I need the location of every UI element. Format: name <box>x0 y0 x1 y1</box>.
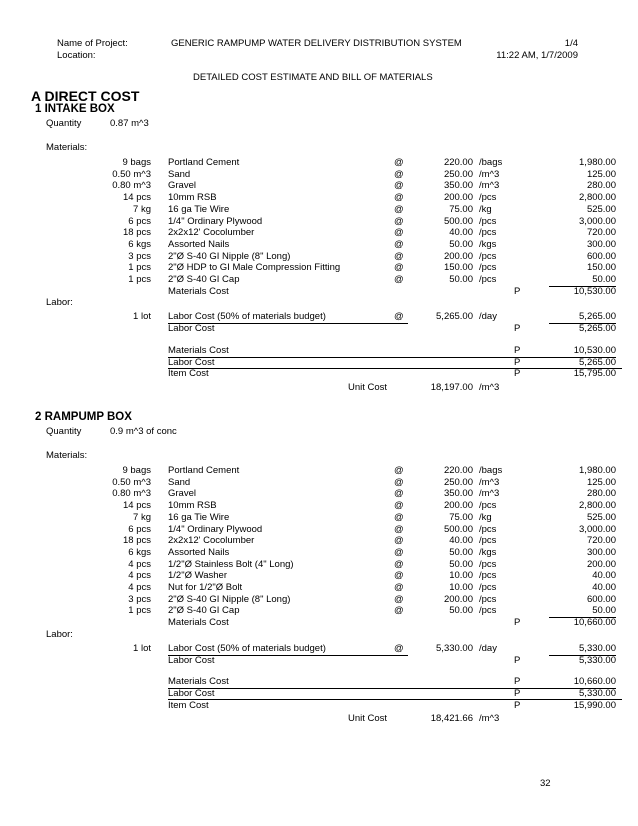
material-qty: 4 pcs <box>128 558 151 570</box>
labor-cost-currency: P <box>514 654 521 666</box>
material-description: 2"Ø S-40 GI Nipple (8" Long) <box>168 250 291 262</box>
material-amount: 280.00 <box>586 180 616 192</box>
material-description: Assorted Nails <box>168 546 230 558</box>
material-amount: 525.00 <box>586 511 616 523</box>
material-description: 16 ga Tie Wire <box>168 203 230 215</box>
material-at: @ <box>394 465 404 476</box>
materials-cost-amount: 10,530.00 <box>573 285 616 297</box>
location-label: Location: <box>57 50 96 61</box>
material-description: Portland Cement <box>168 157 240 168</box>
quantity-value: 0.87 m^3 <box>110 118 149 129</box>
material-amount: 150.00 <box>586 262 616 274</box>
material-amount: 40.00 <box>592 582 616 593</box>
material-qty: 14 pcs <box>123 192 151 204</box>
unit-cost-label: Unit Cost <box>348 381 388 393</box>
labor-label: Labor: <box>46 297 73 309</box>
material-description: 10mm RSB <box>168 500 217 512</box>
material-amount: 50.00 <box>592 274 616 285</box>
material-qty: 9 bags <box>122 465 151 476</box>
material-unit: /pcs <box>479 274 497 285</box>
material-description: Gravel <box>168 180 196 192</box>
material-unit: /pcs <box>479 192 497 204</box>
labor-unit: /day <box>479 311 497 323</box>
page-number: 32 <box>540 778 551 789</box>
material-amount: 525.00 <box>586 203 616 215</box>
material-at: @ <box>394 168 404 180</box>
material-description: 1/4" Ordinary Plywood <box>168 523 263 535</box>
material-qty: 6 kgs <box>128 238 151 250</box>
material-at: @ <box>394 570 404 582</box>
material-rate: 75.00 <box>449 511 473 523</box>
material-qty: 18 pcs <box>123 227 151 239</box>
material-qty: 3 pcs <box>128 593 151 605</box>
material-rate: 10.00 <box>449 570 473 582</box>
material-at: @ <box>394 523 404 535</box>
material-at: @ <box>394 274 404 285</box>
material-at: @ <box>394 605 404 617</box>
labor-unit: /day <box>479 642 497 654</box>
material-at: @ <box>394 558 404 570</box>
material-unit: /kgs <box>479 238 497 250</box>
material-rate: 250.00 <box>443 168 473 180</box>
material-at: @ <box>394 593 404 605</box>
material-at: @ <box>394 511 404 523</box>
material-qty: 7 kg <box>133 511 151 523</box>
material-qty: 1 pcs <box>128 262 151 274</box>
quantity-label: Quantity <box>46 426 82 437</box>
material-unit: /m^3 <box>479 180 500 192</box>
labor-rate: 5,330.00 <box>436 642 473 654</box>
material-qty: 0.80 m^3 <box>112 180 151 192</box>
material-qty: 14 pcs <box>123 500 151 512</box>
material-unit: /pcs <box>479 250 497 262</box>
material-qty: 6 pcs <box>128 523 151 535</box>
material-qty: 6 pcs <box>128 215 151 227</box>
material-description: 2"Ø HDP to GI Male Compression Fitting <box>168 262 341 274</box>
labor-cost-currency: P <box>514 323 521 335</box>
labor-cost-amount: 5,265.00 <box>579 323 616 335</box>
material-unit: /pcs <box>479 500 497 512</box>
summary-amount: 5,330.00 <box>579 687 616 699</box>
material-unit: /pcs <box>479 593 497 605</box>
page-fraction: 1/4 <box>564 38 578 49</box>
material-description: 2x2x12' Cocolumber <box>168 535 255 547</box>
material-rate: 350.00 <box>443 488 473 500</box>
material-amount: 720.00 <box>586 535 616 547</box>
summary-amount: 10,530.00 <box>573 344 616 356</box>
material-qty: 3 pcs <box>128 250 151 262</box>
project-name: GENERIC RAMPUMP WATER DELIVERY DISTRIBUTION SYSTEM <box>171 38 462 49</box>
labor-cost-amount: 5,330.00 <box>579 654 616 666</box>
material-description: Assorted Nails <box>168 238 230 250</box>
summary-label: Materials Cost <box>168 676 229 688</box>
material-qty: 1 pcs <box>128 605 151 617</box>
material-rate: 10.00 <box>449 582 473 593</box>
material-amount: 720.00 <box>586 227 616 239</box>
labor-at: @ <box>394 311 404 323</box>
material-amount: 200.00 <box>586 558 616 570</box>
labor-rate: 5,265.00 <box>436 311 473 323</box>
materials-cost-currency: P <box>514 617 521 629</box>
material-amount: 600.00 <box>586 250 616 262</box>
material-at: @ <box>394 262 404 274</box>
material-description: Portland Cement <box>168 465 240 476</box>
material-unit: /pcs <box>479 570 497 582</box>
labor-qty: 1 lot <box>133 311 151 323</box>
material-unit: /kg <box>479 203 492 215</box>
material-description: 1/4" Ordinary Plywood <box>168 215 263 227</box>
summary-currency: P <box>514 356 521 368</box>
material-amount: 3,000.00 <box>579 523 616 535</box>
material-description: 2"Ø S-40 GI Cap <box>168 605 240 617</box>
material-unit: /kg <box>479 511 492 523</box>
materials-cost-amount: 10,660.00 <box>573 617 616 629</box>
material-unit: /pcs <box>479 215 497 227</box>
material-at: @ <box>394 192 404 204</box>
material-amount: 3,000.00 <box>579 215 616 227</box>
material-unit: /m^3 <box>479 168 500 180</box>
materials-label: Materials: <box>46 450 88 461</box>
material-description: 2"Ø S-40 GI Nipple (8" Long) <box>168 593 291 605</box>
labor-cost-label: Labor Cost <box>168 654 215 666</box>
material-rate: 50.00 <box>449 558 473 570</box>
material-qty: 18 pcs <box>123 535 151 547</box>
unit-cost-unit: /m^3 <box>479 713 500 725</box>
material-qty: 4 pcs <box>128 582 151 593</box>
timestamp: 11:22 AM, 1/7/2009 <box>496 50 578 61</box>
material-unit: /bags <box>479 465 503 476</box>
material-amount: 300.00 <box>586 546 616 558</box>
material-qty: 4 pcs <box>128 570 151 582</box>
material-at: @ <box>394 488 404 500</box>
unit-cost-value: 18,197.00 <box>430 381 473 393</box>
unit-cost-unit: /m^3 <box>479 381 500 393</box>
material-qty: 6 kgs <box>128 546 151 558</box>
summary-label: Item Cost <box>168 368 209 380</box>
materials-cost-label: Materials Cost <box>168 617 229 629</box>
material-at: @ <box>394 238 404 250</box>
material-qty: 1 pcs <box>128 274 151 285</box>
material-amount: 2,800.00 <box>579 192 616 204</box>
unit-cost-label: Unit Cost <box>348 713 388 725</box>
material-description: 2x2x12' Cocolumber <box>168 227 255 239</box>
labor-qty: 1 lot <box>133 642 151 654</box>
material-qty: 0.50 m^3 <box>112 476 151 488</box>
summary-currency: P <box>514 687 521 699</box>
labor-cost-label: Labor Cost <box>168 323 215 335</box>
summary-currency: P <box>514 368 521 380</box>
material-description: 16 ga Tie Wire <box>168 511 230 523</box>
material-rate: 200.00 <box>443 250 473 262</box>
material-qty: 0.50 m^3 <box>112 168 151 180</box>
material-description: 1/2"Ø Washer <box>168 570 227 582</box>
material-rate: 220.00 <box>443 157 473 168</box>
material-rate: 200.00 <box>443 500 473 512</box>
material-unit: /pcs <box>479 605 497 617</box>
subsection-title: 2 RAMPUMP BOX <box>35 411 132 423</box>
material-rate: 150.00 <box>443 262 473 274</box>
material-unit: /bags <box>479 157 503 168</box>
labor-description: Labor Cost (50% of materials budget) <box>168 642 326 654</box>
material-description: Sand <box>168 476 191 488</box>
material-unit: /pcs <box>479 523 497 535</box>
material-amount: 40.00 <box>592 570 616 582</box>
material-unit: /pcs <box>479 227 497 239</box>
summary-label: Item Cost <box>168 699 209 711</box>
material-unit: /pcs <box>479 582 497 593</box>
material-amount: 280.00 <box>586 488 616 500</box>
material-description: 1/2"Ø Stainless Bolt (4" Long) <box>168 558 294 570</box>
labor-at: @ <box>394 642 404 654</box>
material-amount: 125.00 <box>586 168 616 180</box>
material-rate: 500.00 <box>443 523 473 535</box>
material-qty: 7 kg <box>133 203 151 215</box>
material-unit: /pcs <box>479 535 497 547</box>
material-amount: 1,980.00 <box>579 465 616 476</box>
material-description: 10mm RSB <box>168 192 217 204</box>
material-description: Sand <box>168 168 191 180</box>
material-amount: 125.00 <box>586 476 616 488</box>
labor-label: Labor: <box>46 628 73 640</box>
subsection-title: 1 INTAKE BOX <box>35 103 115 115</box>
material-unit: /m^3 <box>479 488 500 500</box>
material-rate: 50.00 <box>449 605 473 617</box>
material-description: Nut for 1/2"Ø Bolt <box>168 582 243 593</box>
material-at: @ <box>394 215 404 227</box>
summary-label: Materials Cost <box>168 344 229 356</box>
material-unit: /pcs <box>479 262 497 274</box>
summary-currency: P <box>514 344 521 356</box>
material-rate: 200.00 <box>443 593 473 605</box>
labor-amount: 5,330.00 <box>579 642 616 654</box>
material-description: Gravel <box>168 488 196 500</box>
material-rate: 350.00 <box>443 180 473 192</box>
material-rate: 50.00 <box>449 274 473 285</box>
material-amount: 600.00 <box>586 593 616 605</box>
material-unit: /m^3 <box>479 476 500 488</box>
labor-description: Labor Cost (50% of materials budget) <box>168 311 326 323</box>
material-unit: /kgs <box>479 546 497 558</box>
summary-amount: 5,265.00 <box>579 356 616 368</box>
material-at: @ <box>394 546 404 558</box>
materials-cost-currency: P <box>514 285 521 297</box>
material-amount: 2,800.00 <box>579 500 616 512</box>
material-rate: 40.00 <box>449 227 473 239</box>
document-title: DETAILED COST ESTIMATE AND BILL OF MATERIALS <box>193 72 433 83</box>
summary-currency: P <box>514 699 521 711</box>
summary-currency: P <box>514 676 521 688</box>
material-rate: 75.00 <box>449 203 473 215</box>
material-unit: /pcs <box>479 558 497 570</box>
unit-cost-value: 18,421.66 <box>430 713 473 725</box>
summary-amount: 15,795.00 <box>573 368 616 380</box>
material-rate: 250.00 <box>443 476 473 488</box>
summary-label: Labor Cost <box>168 356 215 368</box>
material-description: 2"Ø S-40 GI Cap <box>168 274 240 285</box>
material-at: @ <box>394 535 404 547</box>
material-at: @ <box>394 500 404 512</box>
material-rate: 220.00 <box>443 465 473 476</box>
material-at: @ <box>394 250 404 262</box>
material-rate: 40.00 <box>449 535 473 547</box>
material-amount: 1,980.00 <box>579 157 616 168</box>
summary-amount: 15,990.00 <box>573 699 616 711</box>
labor-amount: 5,265.00 <box>579 311 616 323</box>
material-at: @ <box>394 227 404 239</box>
material-amount: 50.00 <box>592 605 616 617</box>
project-label: Name of Project: <box>57 38 128 49</box>
material-at: @ <box>394 203 404 215</box>
material-qty: 9 bags <box>122 157 151 168</box>
materials-cost-label: Materials Cost <box>168 285 229 297</box>
quantity-label: Quantity <box>46 118 82 129</box>
material-amount: 300.00 <box>586 238 616 250</box>
material-at: @ <box>394 180 404 192</box>
material-qty: 0.80 m^3 <box>112 488 151 500</box>
material-at: @ <box>394 157 404 168</box>
materials-label: Materials: <box>46 142 88 153</box>
section-title: A DIRECT COST <box>31 88 140 104</box>
material-rate: 50.00 <box>449 546 473 558</box>
material-rate: 50.00 <box>449 238 473 250</box>
material-rate: 500.00 <box>443 215 473 227</box>
summary-label: Labor Cost <box>168 687 215 699</box>
material-at: @ <box>394 582 404 593</box>
quantity-value: 0.9 m^3 of conc <box>110 426 177 437</box>
material-at: @ <box>394 476 404 488</box>
summary-amount: 10,660.00 <box>573 676 616 688</box>
material-rate: 200.00 <box>443 192 473 204</box>
